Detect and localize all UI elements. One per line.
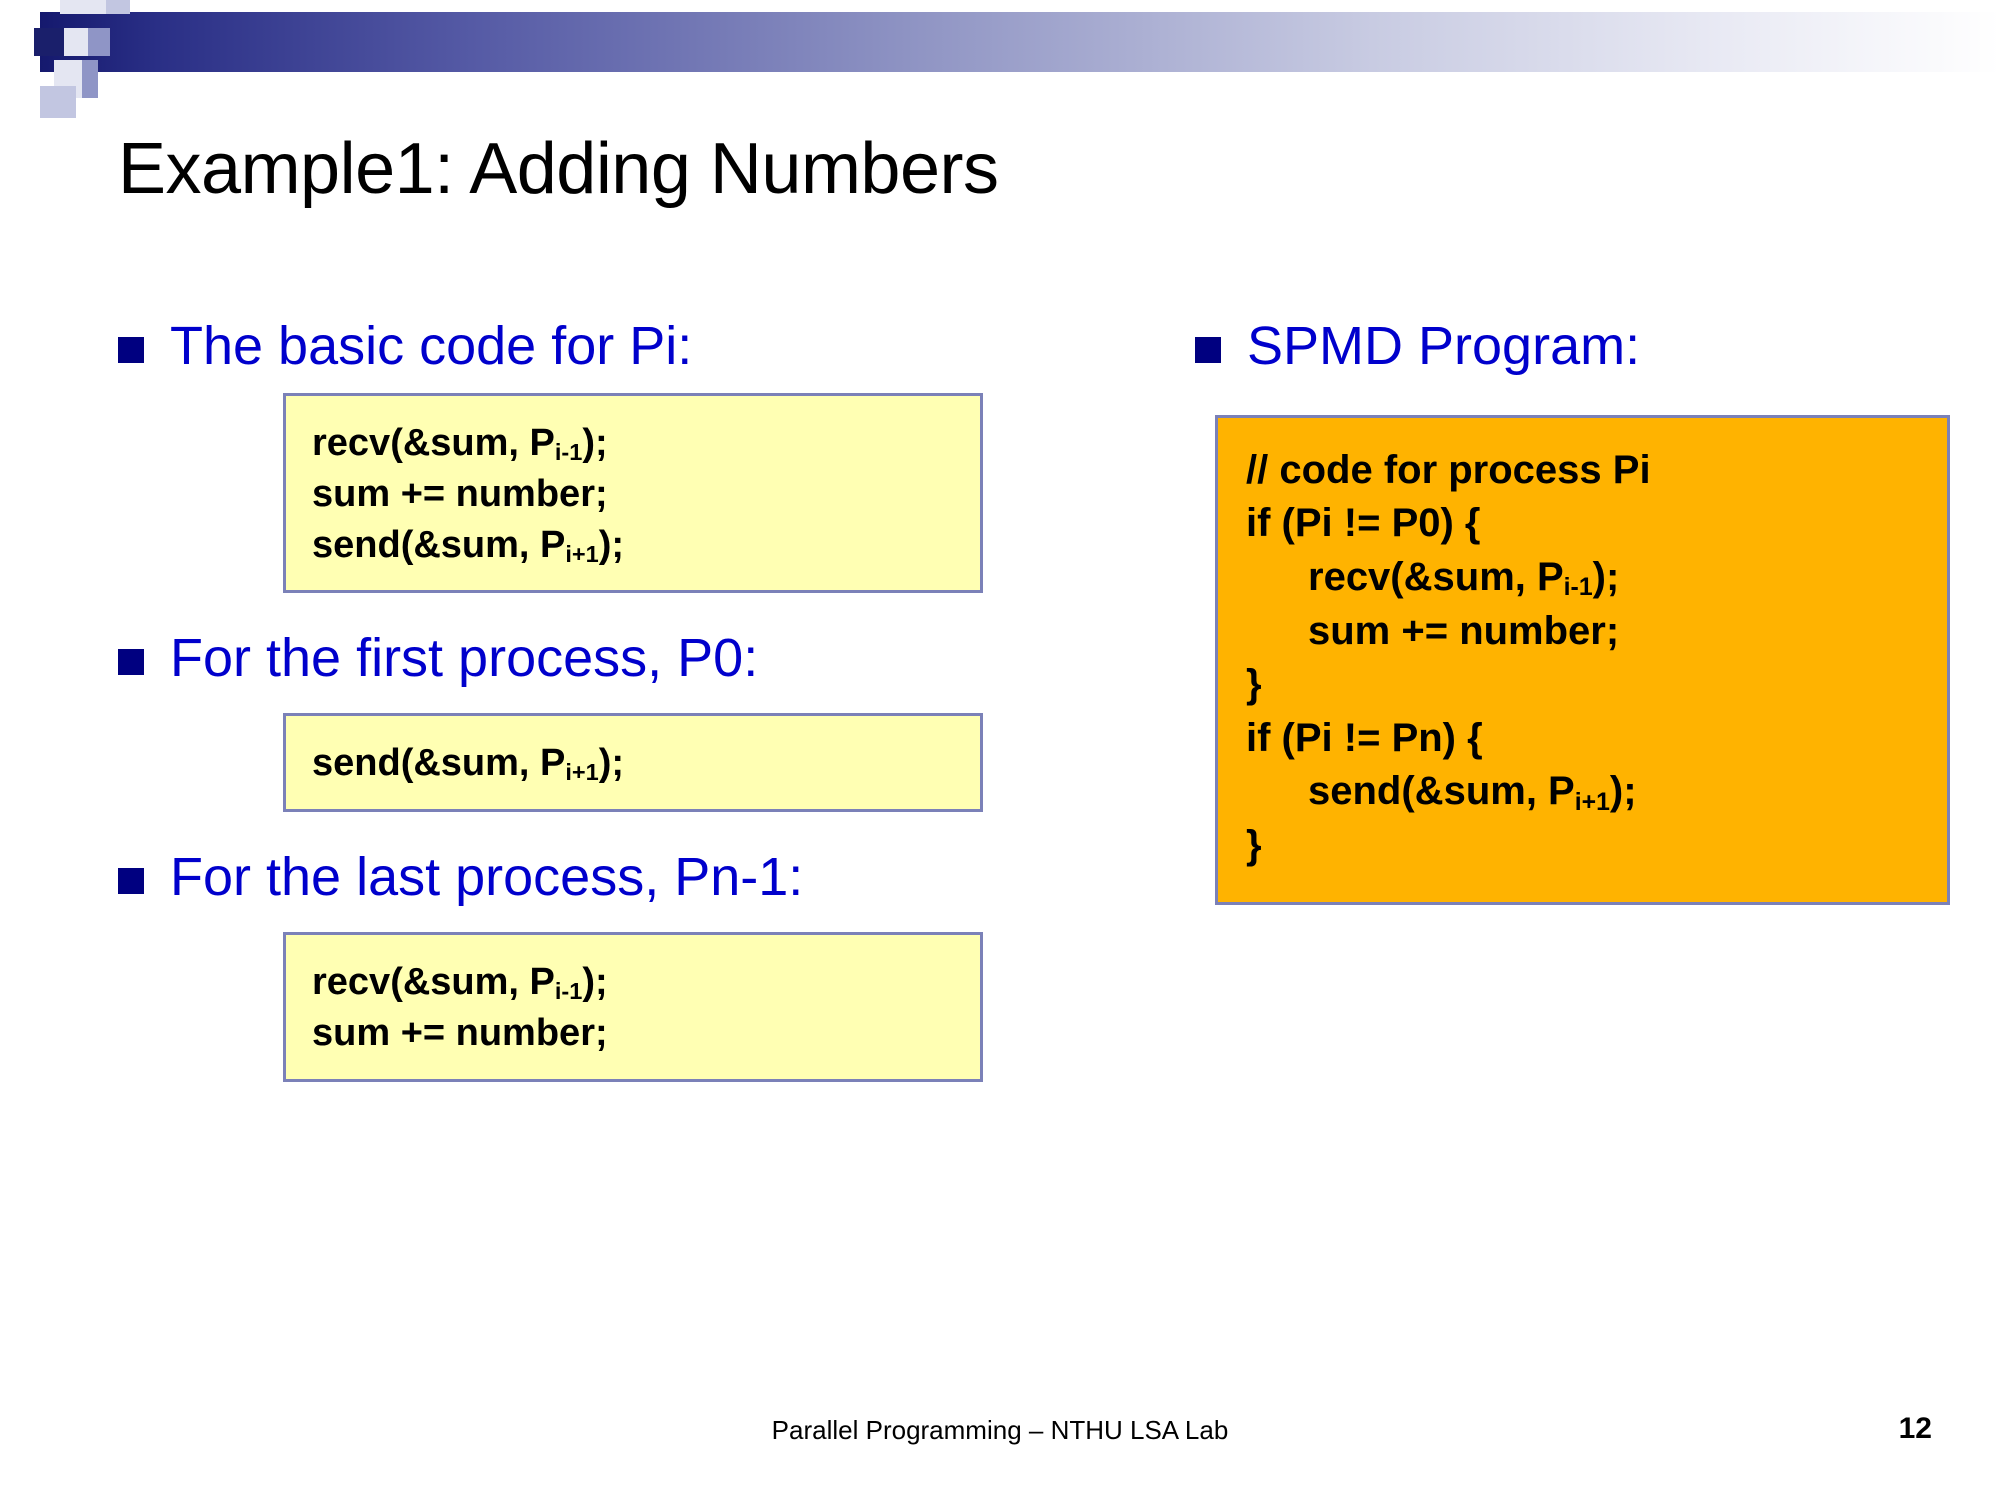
- bullet-item-last-process: [118, 846, 1178, 910]
- right-column: [1195, 315, 1975, 905]
- code-line: sum += number;: [312, 472, 608, 515]
- bullet-square-icon: [118, 337, 144, 363]
- left-column: [118, 315, 1178, 1082]
- deco-square: [64, 28, 88, 56]
- spacer: [118, 812, 1178, 846]
- bullet-label: For the last process, Pn-1:: [170, 847, 804, 908]
- code-line: [312, 738, 954, 789]
- code-subscript: i+1: [565, 540, 599, 567]
- code-box-basic: [283, 393, 983, 594]
- code-box-first-process: [283, 713, 983, 812]
- code-line: [1246, 765, 1919, 819]
- code-line: if (Pi != Pn) {: [1246, 715, 1483, 760]
- code-box-last-process: [283, 932, 983, 1082]
- code-line: [312, 418, 954, 469]
- code-text: recv(&sum, P: [312, 960, 555, 1003]
- code-line: }: [1246, 662, 1262, 707]
- code-text: );: [598, 523, 625, 566]
- slide-footer: Parallel Programming – NTHU LSA Lab: [771, 1415, 1229, 1445]
- deco-square: [88, 28, 110, 56]
- code-text: send(&sum, P: [1308, 769, 1575, 814]
- spacer: [118, 593, 1178, 627]
- code-line: [312, 520, 954, 571]
- code-text: recv(&sum, P: [1308, 554, 1564, 599]
- code-subscript: i-1: [554, 977, 583, 1004]
- bullet-item-basic-code: [118, 315, 1178, 379]
- deco-square: [60, 0, 106, 14]
- code-line: [1246, 551, 1919, 605]
- deco-square: [82, 60, 98, 98]
- bullet-square-icon: [1195, 337, 1221, 363]
- bullet-label: For the first process, P0:: [170, 628, 759, 689]
- deco-square: [106, 0, 130, 14]
- bullet-item-first-process: [118, 627, 1178, 691]
- code-text: );: [582, 960, 608, 1003]
- code-line: if (Pi != P0) {: [1246, 501, 1481, 546]
- code-subscript: i+1: [565, 759, 599, 786]
- page-title: Example1: Adding Numbers: [118, 129, 999, 209]
- code-text: send(&sum, P: [312, 742, 566, 785]
- page-number: 12: [1898, 1412, 1932, 1445]
- code-line: sum += number;: [312, 1011, 608, 1054]
- bullet-label: The basic code for Pi:: [170, 316, 693, 376]
- header-gradient-bar: [40, 12, 2000, 72]
- code-text: send(&sum, P: [312, 523, 566, 566]
- bullet-item-spmd: [1195, 315, 1975, 379]
- bullet-square-icon: [118, 649, 144, 675]
- code-text: );: [598, 742, 625, 785]
- bullet-label: SPMD Program:: [1247, 316, 1641, 376]
- slide-header-decoration: [0, 0, 2000, 128]
- code-line: sum += number;: [1308, 608, 1620, 653]
- deco-square: [34, 28, 64, 56]
- code-text: recv(&sum, P: [312, 421, 555, 464]
- code-subscript: i-1: [1563, 574, 1593, 602]
- deco-square: [40, 86, 76, 118]
- code-subscript: i+1: [1574, 788, 1610, 816]
- code-subscript: i-1: [554, 438, 583, 465]
- bullet-square-icon: [118, 868, 144, 894]
- code-box-spmd: [1215, 415, 1950, 906]
- code-line: }: [1246, 822, 1262, 867]
- code-line: [312, 957, 954, 1008]
- code-text: );: [1592, 554, 1620, 599]
- code-text: );: [1609, 769, 1637, 814]
- code-line: // code for process Pi: [1246, 447, 1651, 492]
- code-text: );: [582, 421, 608, 464]
